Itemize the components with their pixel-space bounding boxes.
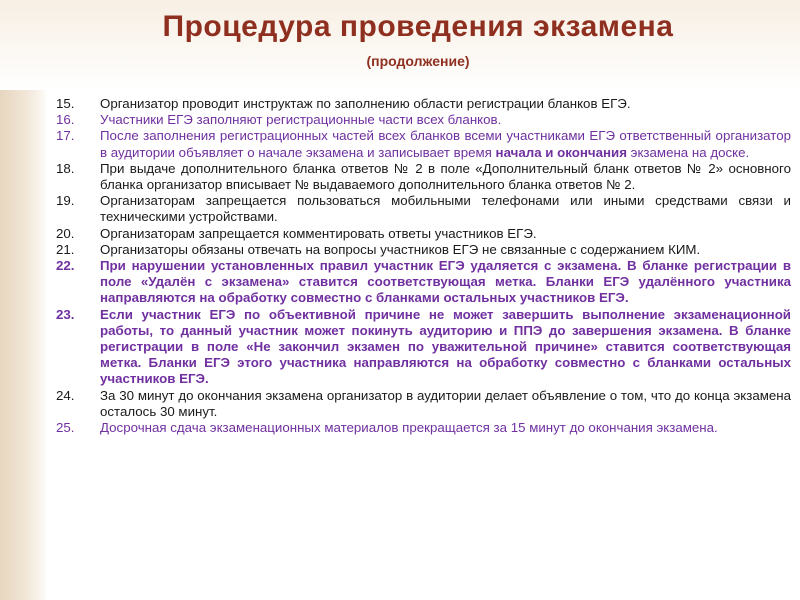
left-decorative-band — [0, 0, 48, 600]
item-text-part: экзамена на доске. — [626, 144, 750, 160]
item-number: 21. — [56, 241, 75, 257]
slide-subtitle: (продолжение) — [366, 53, 470, 69]
list-item-23 — [56, 307, 791, 388]
item-number: 20. — [56, 225, 75, 241]
item-number: 25. — [56, 420, 75, 436]
slide-header — [0, 6, 800, 70]
list-item-22 — [56, 258, 791, 307]
item-text: Участники ЕГЭ заполняют регистрационные части всех бланков. — [100, 112, 502, 128]
item-text: Досрочная сдача экзаменационных материалов прекращается за 15 минут до окончания экзамена. — [100, 420, 718, 436]
procedure-list — [56, 96, 791, 436]
list-item-20 — [56, 226, 791, 242]
item-text-emphasis: начала и окончания — [495, 144, 627, 160]
item-text: При нарушении установленных правил участник ЕГЭ удаляется с экзамена. В бланке регистрации в поле «Удалён с экзамена» ставится соответствующая метка. Бланки ЕГЭ удалённого участника направляются на обработку совместно с бланками остальных участников ЕГЭ. — [100, 258, 791, 306]
item-text: Организаторам запрещается пользоваться мобильными телефонами или иными средствами связи и техническими устройствами. — [100, 193, 791, 225]
list-item-19 — [56, 193, 791, 225]
item-text: При выдаче дополнительного бланка ответов № 2 в поле «Дополнительный бланк ответов № 2» основного бланка организатор вписывает № выдаваемого дополнительного бланка ответов № 2. — [100, 160, 791, 193]
list-item-15 — [56, 96, 791, 112]
item-number: 16. — [56, 112, 75, 128]
item-text: Организатор проводит инструктаж по заполнению области регистрации бланков ЕГЭ. — [100, 96, 631, 111]
item-number: 22. — [56, 258, 75, 274]
item-number: 23. — [56, 306, 75, 322]
list-item-16 — [56, 112, 791, 128]
item-number: 15. — [56, 96, 75, 111]
list-item-18 — [56, 161, 791, 193]
item-text: За 30 минут до окончания экзамена организатор в аудитории делает объявление о том, что до конца экзамена осталось 30 минут. — [100, 387, 791, 419]
list-item-17 — [56, 128, 791, 160]
item-number: 24. — [56, 387, 75, 403]
item-text — [100, 128, 791, 160]
item-text: Организаторы обязаны отвечать на вопросы участников ЕГЭ не связанные с содержанием КИМ. — [100, 241, 701, 257]
slide-title: Процедура проведения экзамена — [162, 10, 674, 43]
item-text-part: После заполнения регистрационных частей всех бланков всеми участниками ЕГЭ ответственный организатор в аудитории объявляет о начале экзамена и записывает время — [100, 128, 791, 160]
list-item-24 — [56, 388, 791, 420]
list-item-21 — [56, 242, 791, 258]
item-number: 17. — [56, 128, 75, 144]
item-text: Организаторам запрещается комментировать ответы участников ЕГЭ. — [100, 225, 537, 241]
item-number: 18. — [56, 160, 75, 176]
list-item-25 — [56, 420, 791, 436]
item-text: Если участник ЕГЭ по объективной причине не может завершить выполнение экзаменационной работы, то данный участник может покинуть аудиторию и ППЭ до завершения экзамена. В бланке регистрации в поле «Не закончил экзамен по уважительной причине» ставится соответствующая метка. Бланки ЕГЭ этого участника направляются на обработку совместно с бланками остальных участников ЕГЭ. — [100, 306, 791, 387]
item-number: 19. — [56, 193, 75, 209]
